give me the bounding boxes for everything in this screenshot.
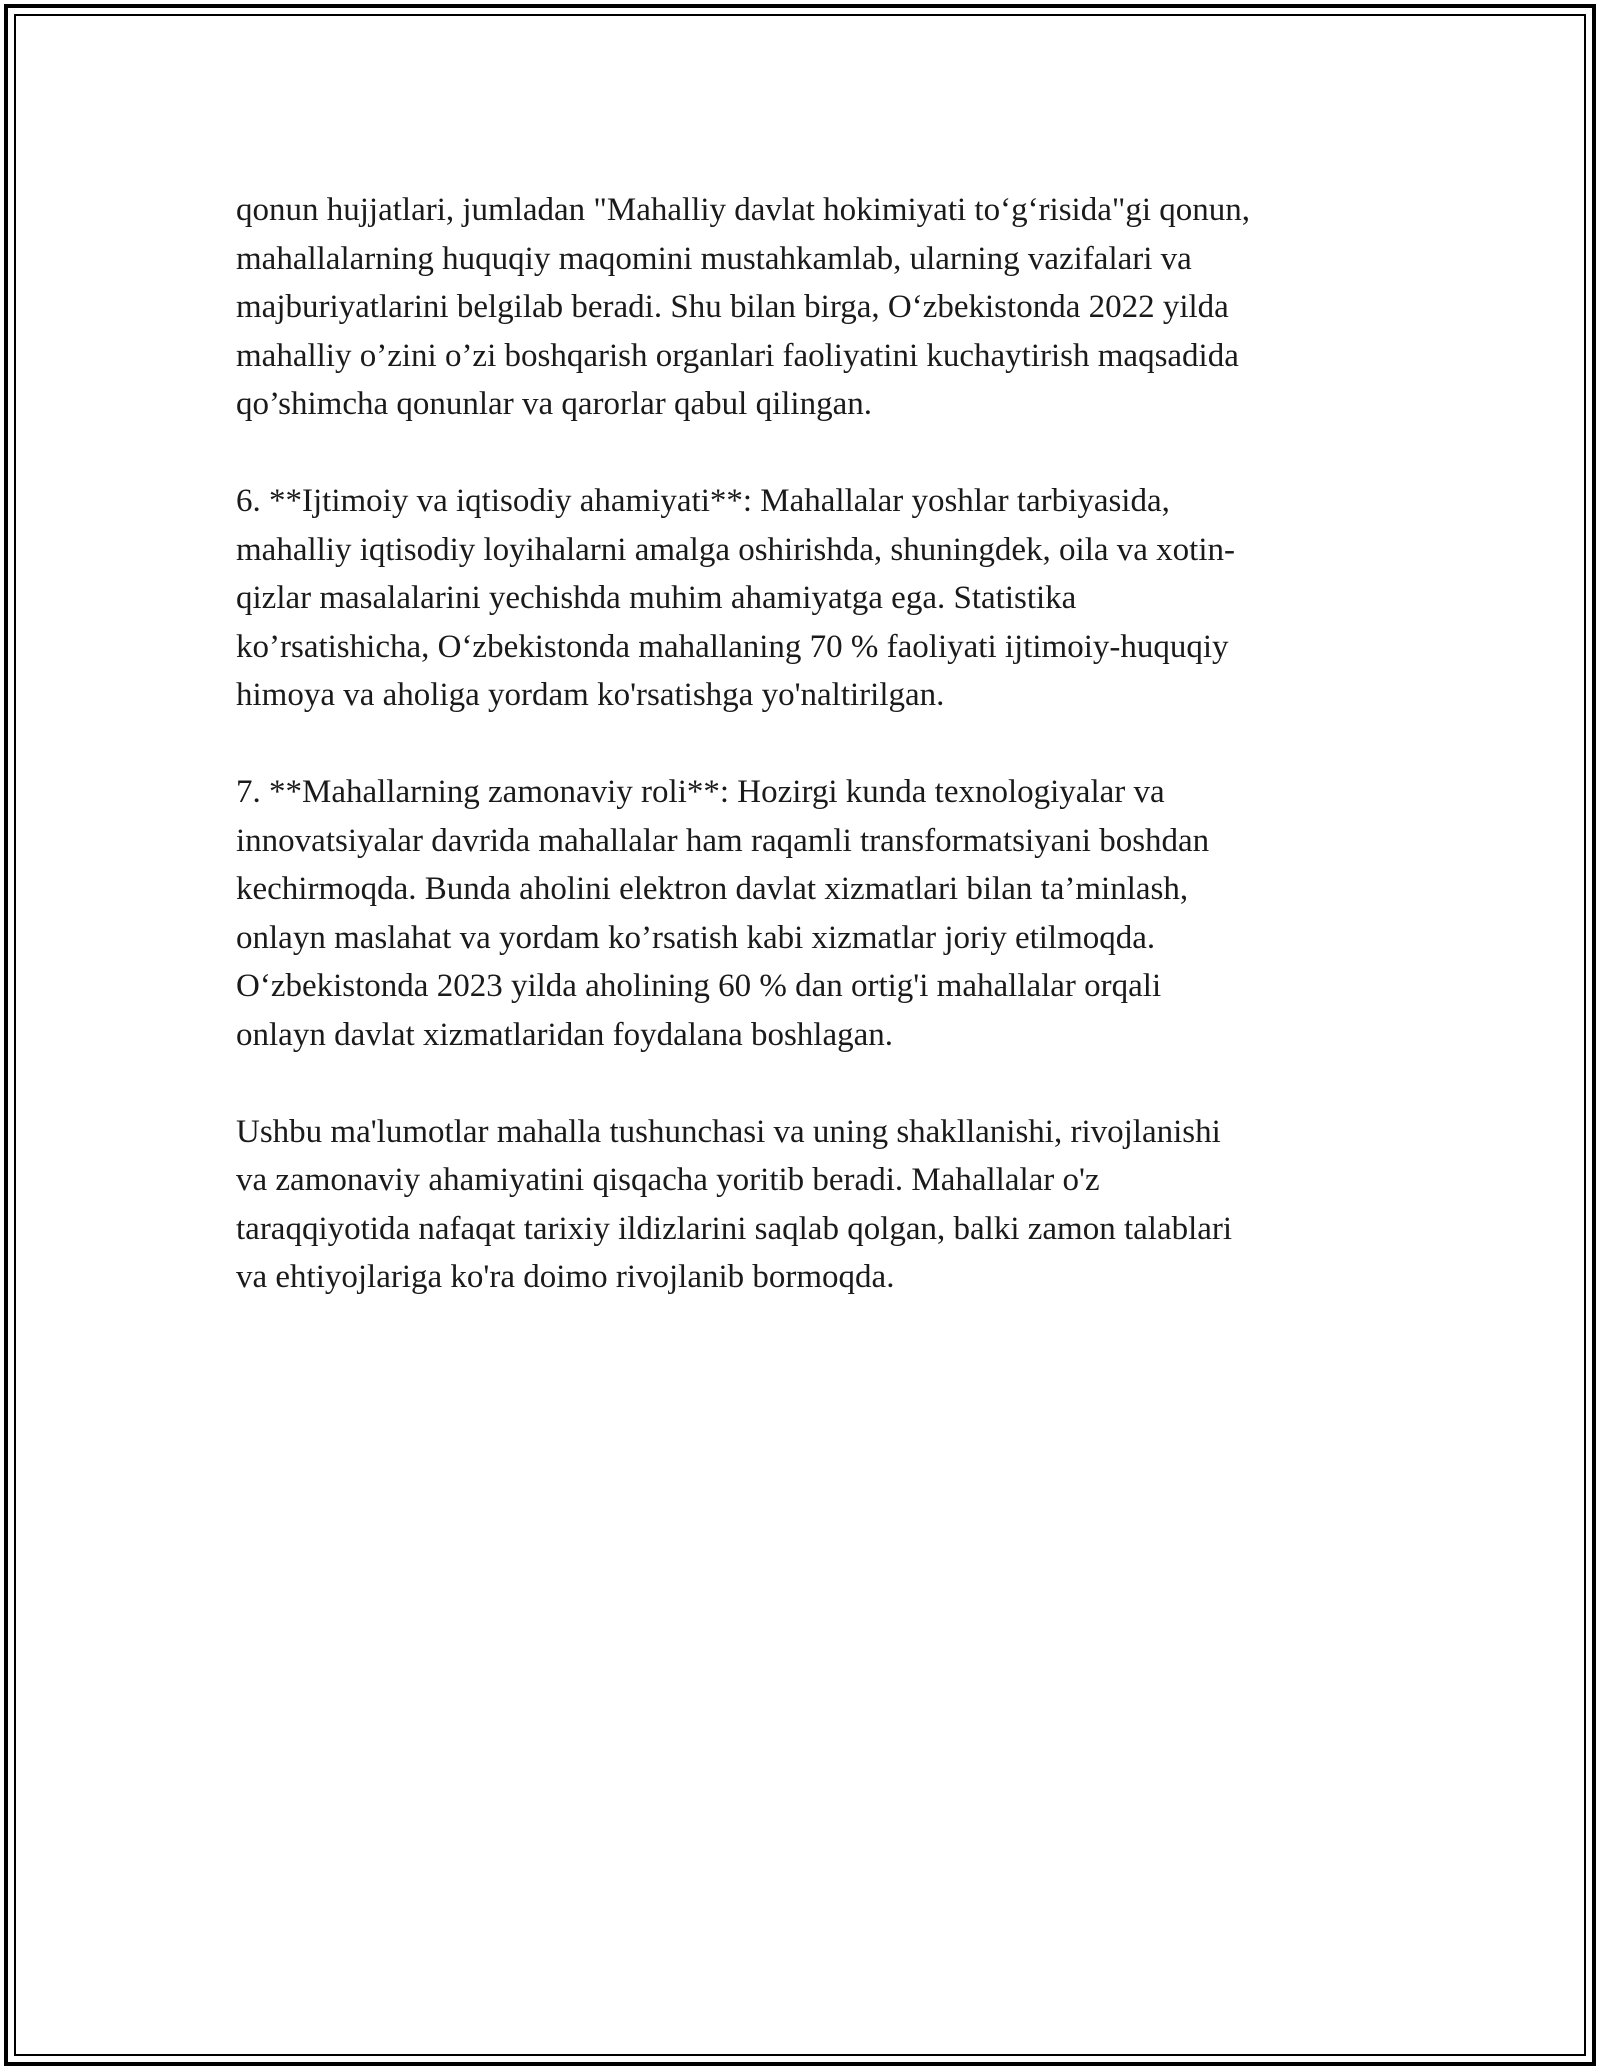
paragraph-social-economic [236,477,1396,720]
paragraph-conclusion [236,1108,1396,1302]
text-line: mahalliy iqtisodiy loyihalarni amalga oshirishda, shuningdek, oila va xotin- [236,531,1235,568]
text-line: 6. **Ijtimoiy va iqtisodiy ahamiyati**: Mahallalar yoshlar tarbiyasida, [236,483,1170,519]
text-line: mahallalarning huquqiy maqomini mustahkamlab, ularning vazifalari va [236,240,1192,277]
text-line: onlayn maslahat va yordam ko’rsatish kabi xizmatlar joriy etilmoqda. [236,919,1156,956]
text-line: qonun hujjatlari, jumladan "Mahalliy davlat hokimiyati to‘g‘risida"gi qonun, [236,192,1251,228]
text-line: himoya va aholiga yordam ko'rsatishga yo'naltirilgan. [236,677,945,713]
text-line: innovatsiyalar davrida mahallalar ham raqamli transformatsiyani boshdan [236,822,1210,859]
text-line: 7. **Mahallarning zamonaviy roli**: Hozirgi kunda texnologiyalar va [236,774,1165,810]
text-line: va ehtiyojlariga ko'ra doimo rivojlanib bormoqda. [236,1259,895,1295]
text-line: taraqqiyotida nafaqat tarixiy ildizlarini saqlab qolgan, balki zamon talablari [236,1210,1233,1247]
text-line: ko’rsatishicha, O‘zbekistonda mahallaning 70 % faoliyati ijtimoiy-huquqiy [236,628,1229,665]
text-line: kechirmoqda. Bunda aholini elektron davlat xizmatlari bilan ta’minlash, [236,871,1189,907]
text-line: onlayn davlat xizmatlaridan foydalana boshlagan. [236,1016,894,1053]
document-body [236,186,1396,1302]
text-line: qo’shimcha qonunlar va qarorlar qabul qilingan. [236,386,872,422]
text-line: mahalliy o’zini o’zi boshqarish organlari faoliyatini kuchaytirish maqsadida [236,337,1239,374]
paragraph-legal-framework [236,186,1396,429]
text-line: va zamonaviy ahamiyatini qisqacha yoritib beradi. Mahallalar o'z [236,1162,1100,1198]
text-line: O‘zbekistonda 2023 yilda aholining 60 % dan ortig'i mahallalar orqali [236,968,1162,1004]
text-line: qizlar masalalarini yechishda muhim ahamiyatga ega. Statistika [236,580,1077,616]
text-line: majburiyatlarini belgilab beradi. Shu bilan birga, O‘zbekistonda 2022 yilda [236,289,1229,325]
text-line: Ushbu ma'lumotlar mahalla tushunchasi va uning shakllanishi, rivojlanishi [236,1113,1221,1150]
paragraph-modern-role [236,768,1396,1059]
